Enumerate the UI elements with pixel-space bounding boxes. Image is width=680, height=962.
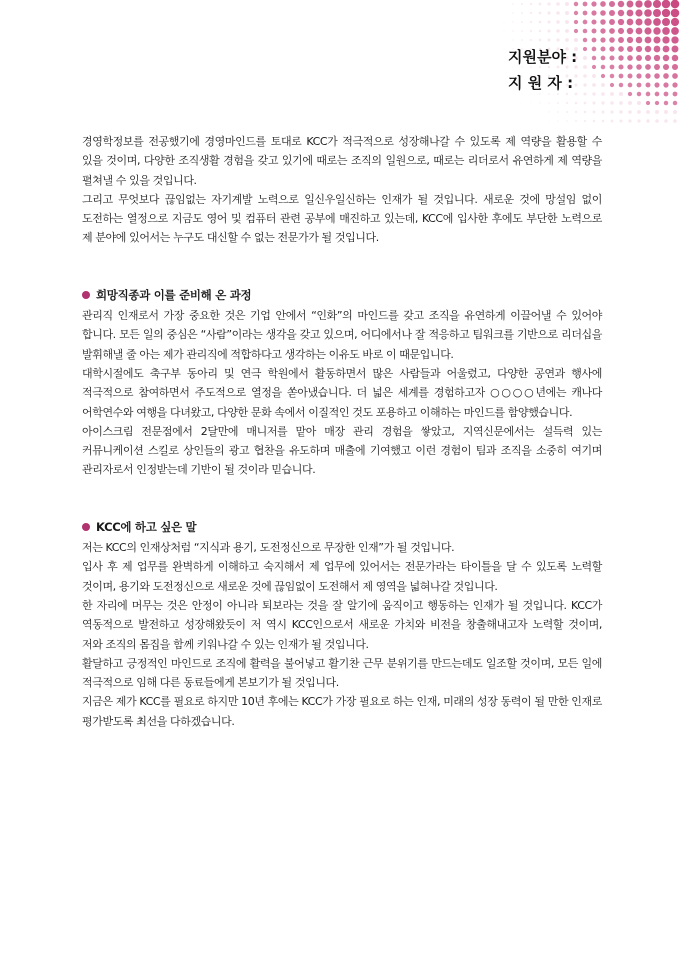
section-paragraph: 아이스크림 전문점에서 2달만에 매니저를 맡아 매장 관리 경험을 쌓았고, 지역신문에서는 설득력 있는 커뮤니케이션 스킬로 상인들의 광고 협찬을 유도하며 매출에 기여했고 이런 경험이 팀과 조직을 소중히 여기며 관리자로서 인정받는데 기반이 될 것이라 믿습니다. — [82, 424, 602, 477]
halftone-dot — [540, 112, 541, 113]
halftone-dot — [557, 120, 558, 121]
halftone-dot — [591, 1, 596, 6]
halftone-dot — [574, 29, 578, 33]
halftone-dot — [548, 102, 550, 104]
applicant-label: 지 원 자 : — [508, 74, 574, 92]
section-heading — [82, 518, 602, 537]
halftone-dot — [601, 74, 605, 78]
halftone-dot — [530, 12, 532, 14]
halftone-dot — [575, 102, 577, 104]
halftone-dot — [609, 1, 615, 7]
halftone-dot — [662, 36, 669, 43]
halftone-dot — [662, 27, 670, 35]
halftone-dot — [583, 11, 588, 16]
halftone-dot — [574, 2, 578, 6]
halftone-dot — [547, 11, 550, 14]
halftone-dot — [556, 11, 560, 15]
halftone-dot — [556, 29, 559, 32]
halftone-dot — [539, 3, 542, 6]
halftone-dot — [627, 64, 632, 69]
halftone-dot — [592, 83, 596, 87]
halftone-dot — [609, 37, 615, 43]
halftone-dot — [547, 2, 550, 5]
halftone-dot — [583, 38, 587, 42]
halftone-dot — [548, 39, 551, 42]
halftone-dot — [636, 37, 643, 44]
halftone-dot — [565, 11, 569, 15]
bullet-dot-icon — [82, 291, 90, 299]
halftone-dot — [627, 46, 633, 52]
section-title: 희망직종과 이를 준비해 온 과정 — [96, 287, 252, 302]
halftone-dot — [645, 73, 650, 78]
halftone-dot — [620, 120, 623, 123]
halftone-dot — [619, 74, 624, 79]
halftone-dot — [592, 56, 596, 60]
halftone-dot — [584, 120, 586, 122]
halftone-dot — [610, 65, 615, 70]
halftone-dot — [583, 20, 588, 25]
halftone-dot — [671, 18, 679, 26]
halftone-dot — [644, 9, 652, 17]
halftone-dot — [645, 46, 652, 53]
halftone-dot — [637, 83, 642, 88]
halftone-dot — [654, 82, 659, 87]
halftone-dot — [583, 92, 586, 95]
halftone-dot — [654, 55, 660, 61]
halftone-dot — [655, 110, 659, 114]
halftone-dot — [530, 21, 532, 23]
halftone-dot — [512, 12, 514, 14]
halftone-dot — [530, 39, 532, 41]
halftone-dot — [503, 21, 504, 22]
halftone-dot — [654, 46, 661, 53]
halftone-dot — [556, 20, 560, 24]
halftone-dot — [556, 38, 559, 41]
halftone-dot — [592, 38, 597, 43]
halftone-dot — [557, 111, 559, 113]
halftone-dot — [672, 64, 678, 70]
halftone-dot — [646, 92, 651, 97]
halftone-dot — [663, 82, 668, 87]
halftone-dot — [671, 27, 679, 35]
halftone-dot — [644, 0, 652, 8]
halftone-dot — [539, 12, 542, 15]
halftone-dot — [636, 55, 642, 61]
halftone-dot — [521, 39, 523, 41]
halftone-dot — [574, 11, 578, 15]
halftone-dot — [566, 102, 568, 104]
halftone-dot — [591, 19, 596, 24]
halftone-dot — [602, 111, 605, 114]
halftone-dot — [521, 3, 523, 5]
halftone-dot — [583, 56, 587, 60]
halftone-dot — [575, 111, 577, 113]
halftone-dot — [618, 46, 624, 52]
halftone-dot — [593, 111, 596, 114]
halftone-dot — [592, 65, 596, 69]
halftone-dot — [592, 47, 597, 52]
halftone-dot — [644, 27, 651, 34]
halftone-dot — [645, 64, 651, 70]
halftone-dot — [618, 37, 624, 43]
halftone-dot — [627, 28, 634, 35]
halftone-dot — [504, 67, 505, 68]
halftone-dot — [619, 92, 623, 96]
halftone-dot — [565, 38, 569, 42]
halftone-dot — [592, 92, 595, 95]
halftone-dot — [663, 46, 670, 53]
intro-paragraph: 경영학정보를 전공했기에 경영마인드를 토대로 KCC가 적극적으로 성장해나갈 수 있도록 제 역량을 활용할 수 있을 것이며, 다양한 조직생활 경험을 갖고 있기에 때로는 조직의 일원으로, 때로는 리더로서 유연하게 제 역량을 펼쳐낼 수 있을 것입니다. — [82, 135, 602, 187]
halftone-dot — [531, 103, 532, 104]
halftone-dot — [574, 20, 578, 24]
halftone-dot — [645, 55, 651, 61]
halftone-dot — [627, 1, 634, 8]
halftone-dot — [636, 73, 641, 78]
halftone-dot — [664, 92, 669, 97]
section-paragraph: 관리직 인재로서 가장 중요한 것은 기업 안에서 “인화”의 마인드를 갖고 조직을 유연하게 이끌어낼 수 있어야 합니다. 모든 일의 중심은 “사람”이라는 생각을 갖고 있으며, 어디에서나 잘 적응하고 팀워크를 기반으로 리더십을 발휘해낼 줄 아는 제가 관리직에 적합하다고 생각하는 이유도 바로 이 때문입니다. — [82, 309, 602, 361]
halftone-dot — [653, 27, 660, 34]
halftone-dot — [610, 74, 615, 79]
halftone-dot — [503, 3, 504, 4]
halftone-dot — [636, 64, 642, 70]
halftone-dot — [627, 55, 633, 61]
halftone-dot — [575, 120, 577, 122]
halftone-dot — [609, 10, 615, 16]
halftone-dot — [627, 37, 633, 43]
halftone-dot — [664, 101, 668, 105]
halftone-dot — [635, 9, 642, 16]
halftone-dot — [584, 111, 586, 113]
section-paragraph: 지금은 제가 KCC를 필요로 하지만 10년 후에는 KCC가 가장 필요로 하는 인재, 미래의 성장 동력이 될 만한 인재로 평가받도록 최선을 다하겠습니다. — [82, 695, 602, 728]
section-paragraph: 대학시절에도 축구부 동아리 및 연극 학원에서 활동하면서 많은 사람들과 어울렸고, 다양한 공연과 행사에 적극적으로 참여하면서 주도적으로 열정을 쏟아냈습니다. 더 넓은 세계를 경험하고자 ○○○○년에는 캐나다 어학연수와 여행을 다녀왔고, 다양한 문화 속에서 이질적인 것도 포용하고 이해하는 마인드를 함양했습니다. — [82, 366, 602, 419]
halftone-dot — [565, 29, 569, 33]
halftone-dot — [557, 102, 559, 104]
halftone-dot — [673, 92, 678, 97]
halftone-dot — [610, 83, 614, 87]
bullet-dot-icon — [82, 523, 90, 531]
halftone-dot — [655, 101, 659, 105]
halftone-dot — [654, 73, 660, 79]
halftone-dot — [628, 119, 631, 122]
halftone-dot — [663, 55, 669, 61]
halftone-dot — [618, 1, 624, 7]
halftone-dot — [619, 110, 622, 113]
halftone-dot — [672, 73, 678, 79]
halftone-dot — [600, 37, 605, 42]
halftone-dot — [637, 110, 641, 114]
halftone-dot — [503, 12, 504, 13]
halftone-dot — [504, 31, 505, 32]
halftone-dot — [566, 111, 568, 113]
halftone-dot — [628, 101, 632, 105]
section-paragraph: 활달하고 긍정적인 마인드로 조직에 활력을 불어넣고 활기찬 근무 분위기를 만드는데도 일조할 것이며, 모든 일에 적극적으로 임해 다른 동료들에게 본보기가 될 것입니다. — [82, 656, 602, 690]
halftone-dot — [628, 83, 633, 88]
halftone-dot — [610, 110, 613, 113]
halftone-dot — [522, 103, 523, 104]
halftone-dot — [548, 30, 551, 33]
halftone-dot — [628, 92, 632, 96]
halftone-dot — [671, 36, 678, 43]
halftone-dot — [566, 120, 568, 122]
halftone-dot — [592, 74, 596, 78]
document-body — [82, 132, 602, 731]
applicant-header — [508, 44, 577, 96]
halftone-dot — [663, 64, 669, 70]
halftone-dot — [644, 18, 651, 25]
halftone-dot — [618, 64, 623, 69]
halftone-dot — [583, 74, 587, 78]
halftone-dot — [602, 120, 605, 123]
halftone-dot — [574, 38, 578, 42]
section-career-preparation — [82, 286, 602, 480]
halftone-dot — [662, 0, 671, 8]
halftone-dot — [592, 29, 597, 34]
halftone-dot — [583, 83, 586, 86]
halftone-dot — [646, 110, 650, 114]
halftone-dot — [540, 121, 541, 122]
halftone-dot — [645, 37, 652, 44]
halftone-dot — [653, 9, 661, 17]
halftone-dot — [583, 2, 588, 7]
halftone-dot — [601, 65, 606, 70]
halftone-dot — [609, 46, 614, 51]
halftone-dot — [672, 46, 679, 53]
halftone-dot — [565, 2, 569, 6]
halftone-dot — [610, 101, 614, 105]
halftone-dot — [530, 3, 532, 5]
halftone-dot — [609, 19, 615, 25]
halftone-dot — [601, 92, 605, 96]
halftone-dot — [646, 119, 649, 122]
halftone-dot — [618, 55, 623, 60]
halftone-dot — [637, 101, 641, 105]
halftone-dot — [539, 39, 542, 42]
halftone-dot — [521, 12, 523, 14]
halftone-dot — [565, 20, 569, 24]
halftone-dot — [653, 36, 660, 43]
halftone-dot — [611, 120, 614, 123]
halftone-dot — [627, 10, 634, 17]
halftone-dot — [671, 9, 680, 18]
halftone-dot — [591, 10, 596, 15]
halftone-dot — [663, 73, 669, 79]
halftone-dot — [521, 30, 523, 32]
halftone-dot — [672, 55, 679, 62]
halftone-dot — [504, 49, 505, 50]
halftone-dot — [539, 102, 540, 103]
halftone-dot — [618, 10, 624, 16]
halftone-dot — [673, 101, 677, 105]
halftone-dot — [600, 10, 606, 16]
halftone-dot — [504, 40, 505, 41]
halftone-dot — [512, 21, 513, 22]
halftone-dot — [662, 9, 670, 17]
halftone-dot — [530, 30, 532, 32]
halftone-dot — [654, 64, 660, 70]
halftone-dot — [673, 110, 677, 114]
halftone-dot — [600, 28, 605, 33]
halftone-dot — [601, 56, 606, 61]
halftone-dot — [635, 18, 642, 25]
halftone-dot — [600, 1, 606, 7]
halftone-dot — [655, 92, 660, 97]
halftone-dot — [504, 58, 505, 59]
halftone-dot — [539, 21, 542, 24]
halftone-dot — [593, 120, 595, 122]
halftone-dot — [601, 47, 606, 52]
halftone-dot — [664, 110, 668, 114]
section-message-to-kcc — [82, 518, 602, 731]
halftone-dot — [673, 119, 677, 123]
halftone-dot — [662, 18, 670, 26]
halftone-dot — [653, 0, 661, 8]
intro-block — [82, 132, 602, 248]
intro-paragraph: 그리고 무엇보다 끊임없는 자기계발 노력으로 일신우일신하는 인재가 될 것입니다. 새로운 것에 망설임 없이 도전하는 열정으로 지금도 영어 및 컴퓨터 관련 공부에 매진하고 있는데, KCC에 입사한 후에도 부단한 노력으로 제 분야에 있어서는 누구도 대신할 수 없는 전문가가 될 것입니다. — [82, 192, 602, 245]
halftone-dot — [655, 119, 659, 123]
halftone-dot — [549, 121, 550, 122]
halftone-dot — [531, 112, 532, 113]
section-heading — [82, 286, 602, 305]
halftone-dot — [512, 3, 514, 5]
halftone-dot — [601, 101, 604, 104]
halftone-dot — [618, 28, 624, 34]
section-paragraph: 입사 후 제 업무를 완벽하게 이해하고 숙지해서 제 업무에 있어서는 전문가라는 타이틀을 달 수 있도록 노력할 것이며, 용기와 도전정신으로 새로운 것에 끊임없이 도전해서 제 영역을 넓혀나갈 것입니다. — [82, 560, 602, 593]
halftone-dot — [619, 101, 623, 105]
halftone-dot — [521, 21, 523, 23]
halftone-dot — [619, 83, 623, 87]
halftone-dot — [635, 0, 642, 7]
halftone-dot — [618, 19, 624, 25]
halftone-dot — [512, 39, 513, 40]
halftone-dot — [583, 47, 587, 51]
halftone-dot — [672, 82, 677, 87]
halftone-dot — [645, 82, 650, 87]
halftone-dot — [671, 0, 680, 8]
section-paragraph: 저는 KCC의 인재상처럼 “지식과 용기, 도전정신으로 무장한 인재”가 될 것입니다. — [82, 541, 455, 555]
halftone-dot — [628, 110, 632, 114]
halftone-dot — [637, 119, 640, 122]
section-title: KCC에 하고 싶은 말 — [96, 519, 197, 534]
halftone-dot — [548, 111, 549, 112]
halftone-dot — [609, 55, 614, 60]
halftone-dot — [583, 65, 587, 69]
halftone-dot — [539, 30, 542, 33]
halftone-dot — [547, 20, 550, 23]
halftone-dot — [627, 19, 634, 26]
halftone-dot — [653, 18, 661, 26]
halftone-dot — [609, 28, 615, 34]
halftone-dot — [664, 119, 668, 123]
halftone-dot — [636, 46, 642, 52]
halftone-dot — [601, 83, 605, 87]
halftone-dot — [637, 92, 641, 96]
halftone-dot — [512, 30, 513, 31]
halftone-dot — [583, 29, 588, 34]
halftone-dot — [600, 19, 606, 25]
halftone-dot — [592, 101, 595, 104]
field-label: 지원분야 : — [508, 48, 578, 66]
halftone-dot — [627, 73, 632, 78]
section-paragraph: 한 자리에 머무는 것은 안정이 아니라 퇴보라는 것을 잘 알기에 움직이고 행동하는 인재가 될 것입니다. KCC가 역동적으로 발전하고 성장해왔듯이 저 역시 KCC인으로서 새로운 가치와 비전을 창출해내고자 노력할 것이며, 저와 조직의 몸집을 함께 키워나갈 수 있는 인재가 될 것입니다. — [82, 598, 602, 651]
halftone-dot — [636, 28, 643, 35]
halftone-dot — [556, 2, 560, 6]
halftone-dot — [584, 102, 587, 105]
halftone-dot — [646, 101, 650, 105]
halftone-dot — [610, 92, 614, 96]
